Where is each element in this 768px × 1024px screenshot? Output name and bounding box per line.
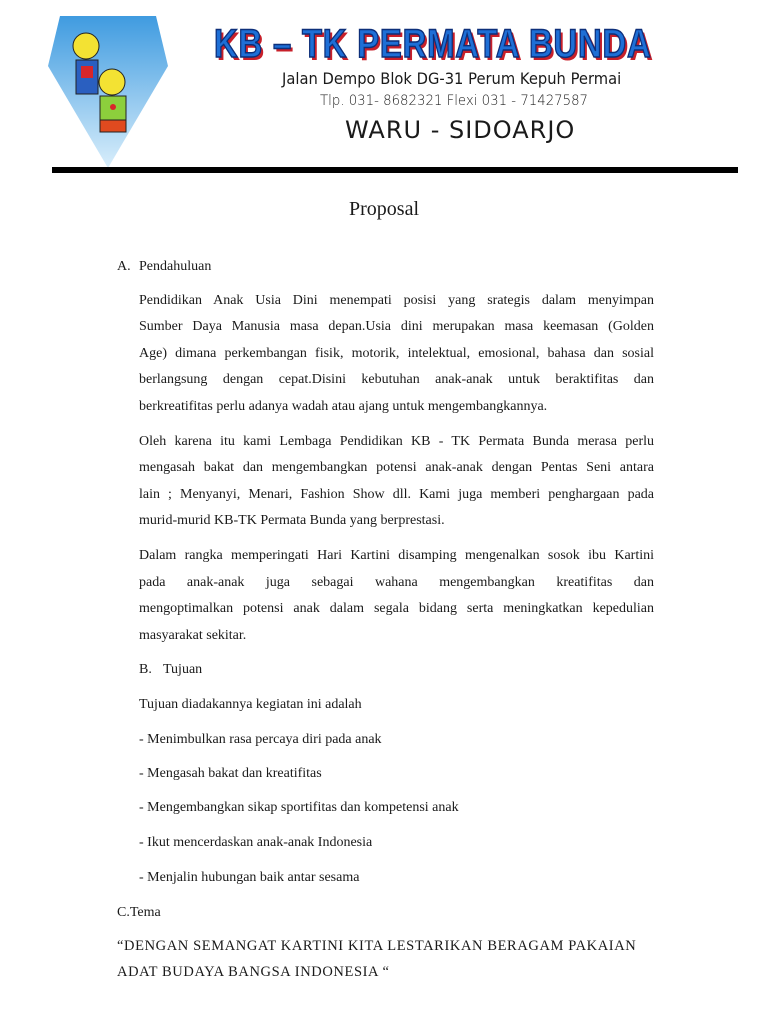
letterhead-divider [52,167,738,173]
school-logo-icon [48,16,168,168]
tujuan-intro: Tujuan diadakannya kegiatan ini adalah [139,697,362,712]
school-name: KB – TK PERMATA BUNDA [214,22,652,66]
school-address: Jalan Dempo Blok DG-31 Perum Kepuh Permai [282,69,622,88]
document-title: Proposal [349,198,419,220]
paragraph-2-line: Oleh karena itu kami Lembaga Pendidikan KB - TK Permata Bunda merasa perlu [139,434,654,449]
paragraph-3-line: masyarakat sekitar. [139,628,247,643]
tujuan-item: - Menjalin hubungan baik antar sesama [139,870,360,885]
paragraph-2-line: mengasah bakat dan mengembangkan potensi anak-anak dengan Pentas Seni antara [139,460,654,475]
paragraph-3-line: mengoptimalkan potensi anak dalam segala bidang serta meningkatkan kepedulian [139,601,654,616]
theme-line: “DENGAN SEMANGAT KARTINI KITA LESTARIKAN BERAGAM PAKAIAN [117,938,637,954]
paragraph-1-line: berkreatifitas perlu adanya wadah atau ajang untuk mengembangkannya. [139,399,548,414]
paragraph-1-line: berlangsung dengan cepat.Disini kebutuhan anak-anak untuk beraktifitas dan [139,372,654,387]
section-b-marker: B. [139,662,152,677]
paragraph-2-line: murid-murid KB-TK Permata Bunda yang berprestasi. [139,513,445,528]
section-a-heading: Pendahuluan [139,259,212,274]
paragraph-1-line: Age) dimana perkembangan fisik, motorik, intelektual, emosional, bahasa dan sosial [139,346,654,361]
section-b-heading: Tujuan [163,662,203,677]
section-c-heading: C.Tema [117,905,161,920]
tujuan-item: - Mengasah bakat dan kreatifitas [139,766,322,781]
tujuan-item: - Menimbulkan rasa percaya diri pada anak [139,732,382,747]
paragraph-1-line: Pendidikan Anak Usia Dini menempati posisi yang srategis dalam menyimpan [139,293,654,308]
tujuan-item: - Mengembangkan sikap sportifitas dan kompetensi anak [139,800,459,815]
paragraph-3-line: Dalam rangka memperingati Hari Kartini disamping mengenalkan sosok ibu Kartini [139,548,654,563]
school-city: WARU - SIDOARJO [345,116,576,144]
paragraph-2-line: lain ; Menyanyi, Menari, Fashion Show dll. Kami juga memberi penghargaan pada [139,487,654,502]
paragraph-1-line: Sumber Daya Manusia masa depan.Usia dini merupakan masa keemasan (Golden [139,319,654,334]
theme-line: ADAT BUDAYA BANGSA INDONESIA “ [117,964,390,980]
school-phone: Tlp. 031- 8682321 Flexi 031 - 71427587 [320,93,589,109]
section-a-marker: A. [117,259,131,274]
tujuan-item: - Ikut mencerdaskan anak-anak Indonesia [139,835,373,850]
paragraph-3-line: pada anak-anak juga sebagai wahana mengembangkan kreatifitas dan [139,575,654,590]
